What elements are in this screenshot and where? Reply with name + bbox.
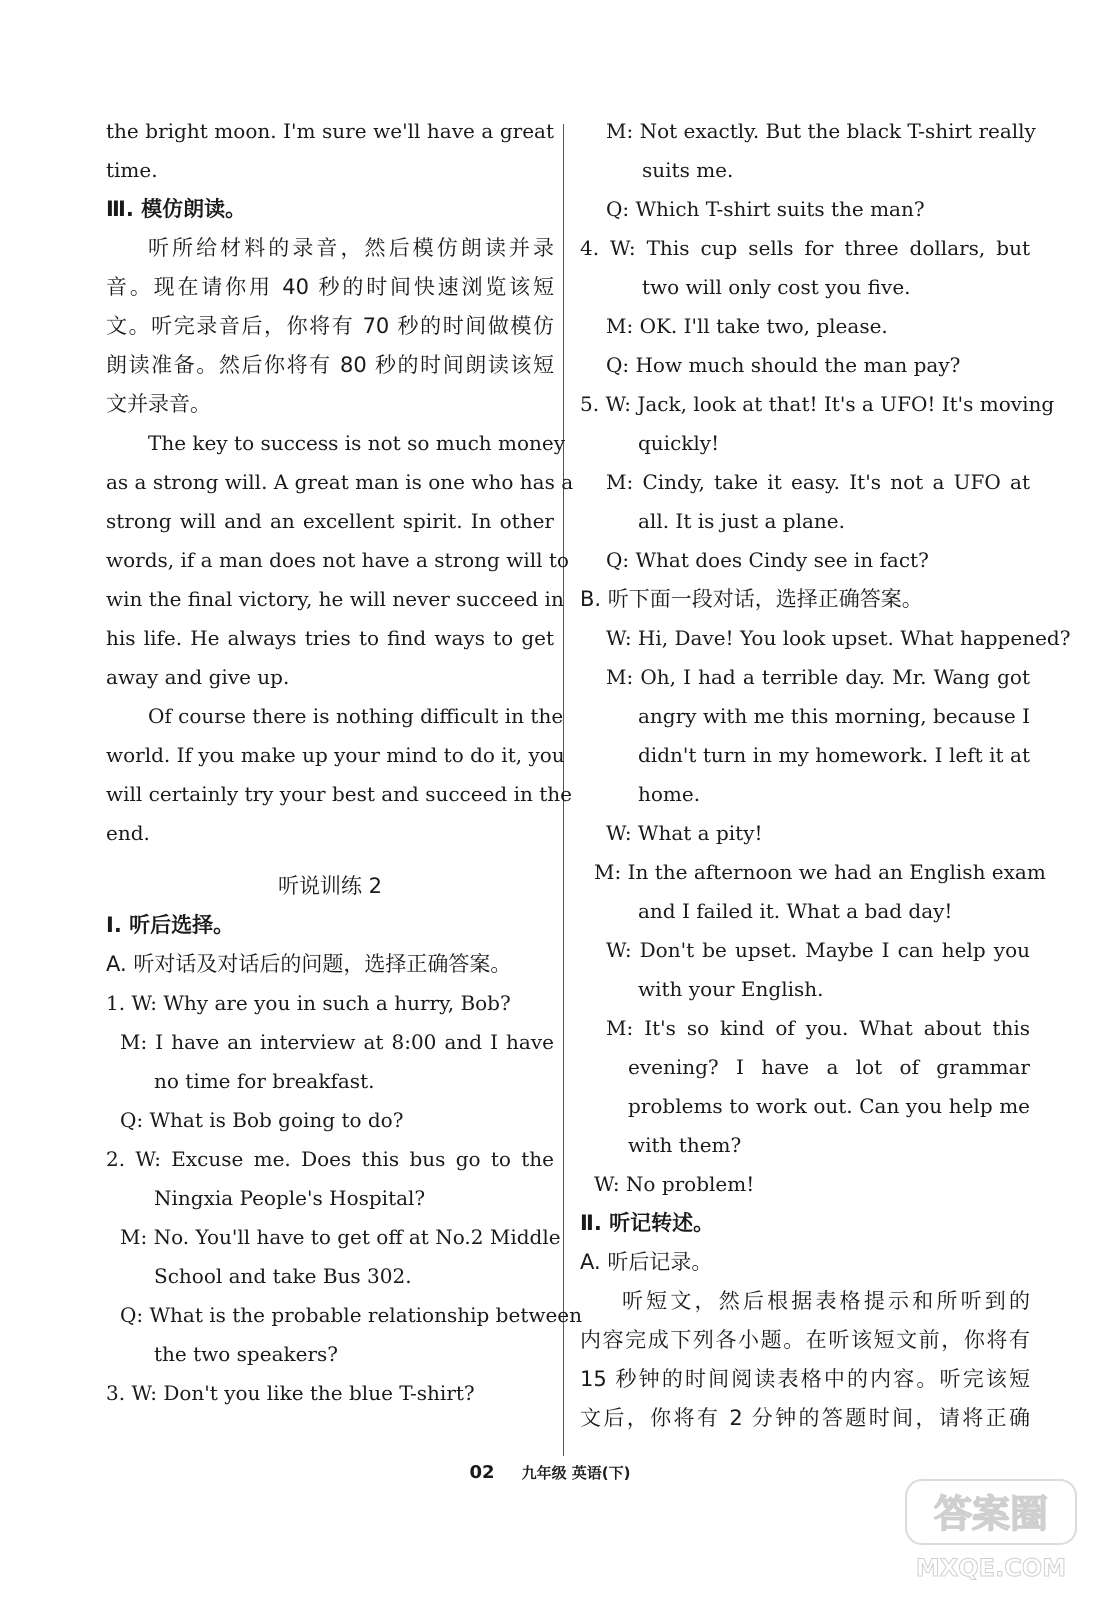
passage-line: as a strong will. A great man is one who has a <box>106 470 574 494</box>
dialog-line: Q: What is Bob going to do? <box>120 1108 404 1132</box>
subject-label: 英语(下) <box>571 1464 631 1482</box>
passage-line: strong will and an excellent spirit. In other <box>106 509 554 533</box>
instruction-line: 文。听完录音后，你将有 70 秒的时间做模仿 <box>106 314 554 338</box>
instruction-line: A. 听对话及对话后的问题，选择正确答案。 <box>106 952 512 976</box>
dialog-line: M: In the afternoon we had an English exam <box>594 860 1046 884</box>
passage-line: end. <box>106 821 150 845</box>
dialog-line: 4. W: This cup sells for three dollars, but <box>580 236 1030 260</box>
dialog-line: Q: What does Cindy see in fact? <box>606 548 929 572</box>
dialog-line: and I failed it. What a bad day! <box>638 899 953 923</box>
right-column <box>580 112 1071 1438</box>
dialog-line: 1. W: Why are you in such a hurry, Bob? <box>106 991 511 1015</box>
passage-line: Of course there is nothing difficult in the <box>148 704 564 728</box>
passage-line: away and give up. <box>106 665 290 689</box>
section-heading: Ⅰ. 听后选择。 <box>106 913 235 937</box>
dialog-line: W: No problem! <box>594 1172 755 1196</box>
grade-label: 九年级 <box>521 1464 567 1482</box>
dialog-line: 3. W: Don't you like the blue T-shirt? <box>106 1381 475 1405</box>
instruction-line: 文并录音。 <box>106 392 211 416</box>
passage-line: will certainly try your best and succeed in the <box>106 782 572 806</box>
left-column <box>106 112 583 1413</box>
dialog-line: didn't turn in my homework. I left it at <box>638 743 1030 767</box>
passage-line: his life. He always tries to find ways to get <box>106 626 554 650</box>
dialog-line: M: Not exactly. But the black T-shirt really <box>606 119 1036 143</box>
watermark-chars: 答案圈 <box>933 1492 1049 1536</box>
text-line: time. <box>106 158 158 182</box>
dialog-line: M: Oh, I had a terrible day. Mr. Wang got <box>606 665 1030 689</box>
section-heading: Ⅲ. 模仿朗读。 <box>106 197 247 221</box>
instruction-line: 听所给材料的录音，然后模仿朗读并录 <box>148 236 554 260</box>
instruction-line: 听短文，然后根据表格提示和所听到的 <box>622 1289 1030 1313</box>
instruction-line: A. 听后记录。 <box>580 1250 713 1274</box>
dialog-line: no time for breakfast. <box>154 1069 375 1093</box>
dialog-line: M: I have an interview at 8:00 and I have <box>120 1030 554 1054</box>
section-heading: Ⅱ. 听记转述。 <box>580 1211 715 1235</box>
page-number: 02 <box>469 1462 495 1483</box>
dialog-line: M: It's so kind of you. What about this <box>606 1016 1030 1040</box>
dialog-line: the two speakers? <box>154 1342 338 1366</box>
dialog-line: M: OK. I'll take two, please. <box>606 314 888 338</box>
watermark-site: MXQE.COM <box>915 1554 1067 1582</box>
dialog-line: M: No. You'll have to get off at No.2 Middle <box>120 1225 561 1249</box>
dialog-line: home. <box>638 782 701 806</box>
dialog-line: problems to work out. Can you help me <box>628 1094 1030 1118</box>
instruction-line: B. 听下面一段对话，选择正确答案。 <box>580 587 923 611</box>
spacer <box>106 853 554 867</box>
watermark-logo <box>900 1476 1082 1586</box>
dialog-line: M: Cindy, take it easy. It's not a UFO at <box>606 470 1030 494</box>
dialog-line: Q: How much should the man pay? <box>606 353 961 377</box>
passage-line: world. If you make up your mind to do it, you <box>106 743 565 767</box>
dialog-line: angry with me this morning, because I <box>638 704 1030 728</box>
passage-line: The key to success is not so much money <box>148 431 566 455</box>
dialog-line: W: Don't be upset. Maybe I can help you <box>606 938 1030 962</box>
dialog-line: all. It is just a plane. <box>638 509 845 533</box>
dialog-line: with them? <box>628 1133 742 1157</box>
dialog-line: Q: What is the probable relationship between <box>120 1303 583 1327</box>
dialog-line: Q: Which T-shirt suits the man? <box>606 197 925 221</box>
dialog-line: Ningxia People's Hospital? <box>154 1186 426 1210</box>
passage-line: words, if a man does not have a strong will to <box>106 548 569 572</box>
dialog-line: with your English. <box>638 977 824 1001</box>
dialog-line: evening? I have a lot of grammar <box>628 1055 1030 1079</box>
instruction-line: 音。现在请你用 40 秒的时间快速浏览该短 <box>106 275 554 299</box>
dialog-line: suits me. <box>642 158 734 182</box>
dialog-line: W: Hi, Dave! You look upset. What happened? <box>606 626 1071 650</box>
instruction-line: 朗读准备。然后你将有 80 秒的时间朗读该短 <box>106 353 554 377</box>
dialog-line: 5. W: Jack, look at that! It's a UFO! It's moving <box>580 392 1055 416</box>
dialog-line: quickly! <box>638 431 720 455</box>
passage-line: win the final victory, he will never succeed in <box>106 587 564 611</box>
unit-title: 听说训练 2 <box>277 874 383 898</box>
dialog-line: two will only cost you five. <box>642 275 911 299</box>
dialog-line: School and take Bus 302. <box>154 1264 412 1288</box>
dialog-line: 2. W: Excuse me. Does this bus go to the <box>106 1147 554 1171</box>
instruction-line: 文后，你将有 2 分钟的答题时间，请将正确 <box>580 1406 1030 1430</box>
instruction-line: 15 秒钟的时间阅读表格中的内容。听完该短 <box>580 1367 1030 1391</box>
dialog-line: W: What a pity! <box>606 821 763 845</box>
text-line: the bright moon. I'm sure we'll have a great <box>106 119 554 143</box>
instruction-line: 内容完成下列各小题。在听该短文前，你将有 <box>580 1328 1030 1352</box>
